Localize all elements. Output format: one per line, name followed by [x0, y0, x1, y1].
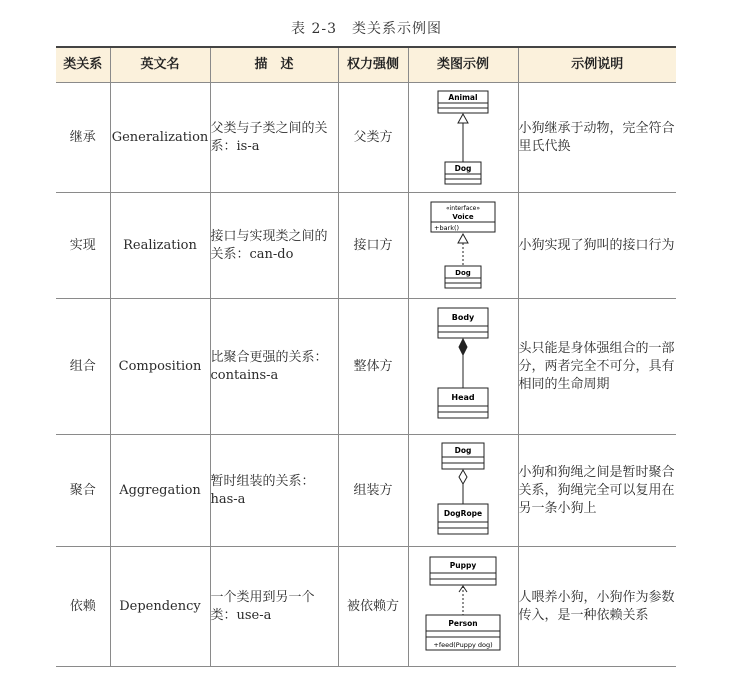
header-strong-side: 权力强侧: [338, 47, 408, 83]
strong-side-cell: 组装方: [338, 435, 408, 547]
stereotype-label: «interface»: [445, 204, 481, 212]
table-row-generalization: [56, 83, 676, 193]
uml-diagram-realization: [408, 193, 518, 299]
english-cell: Composition: [110, 299, 210, 435]
class-box-dogrope: DogRope: [443, 508, 483, 518]
generalization-diagram: [428, 88, 498, 188]
class-box-voice: Voice: [452, 212, 474, 221]
inheritance-arrow-icon: [458, 114, 468, 123]
description-cell: 比聚合更强的关系：contains-a: [210, 299, 338, 435]
note-cell: 头只能是身体强组合的一部分，两者完全不可分，具有相同的生命周期: [518, 299, 676, 435]
table-row-realization: [56, 193, 676, 299]
class-box-dog: Dog: [454, 163, 472, 173]
realization-diagram: [423, 200, 503, 292]
composition-diagram: [428, 304, 498, 430]
note-cell: 小狗实现了狗叫的接口行为: [518, 193, 676, 299]
header-row: [56, 47, 676, 83]
note-cell: 小狗继承于动物，完全符合里氏代换: [518, 83, 676, 193]
strong-side-cell: 被依赖方: [338, 547, 408, 667]
english-cell: Generalization: [110, 83, 210, 193]
class-box-dog: Dog: [454, 445, 472, 455]
uml-diagram-dependency: [408, 547, 518, 667]
aggregation-diamond-icon: [459, 470, 467, 484]
class-relationship-table: [56, 46, 676, 667]
description-cell: 父类与子类之间的关系：is-a: [210, 83, 338, 193]
class-box-person: Person: [448, 618, 478, 628]
relation-cell: 实现: [56, 193, 110, 299]
class-box-animal: Animal: [448, 92, 478, 102]
class-box-dog: Dog: [455, 268, 471, 277]
class-box-puppy: Puppy: [449, 560, 477, 570]
relation-cell: 依赖: [56, 547, 110, 667]
relation-cell: 组合: [56, 299, 110, 435]
method-label: +feed(Puppy dog): [433, 640, 493, 649]
composition-diamond-icon: [459, 339, 467, 355]
description-cell: 接口与实现类之间的关系：can-do: [210, 193, 338, 299]
class-box-body: Body: [451, 312, 475, 322]
realization-arrow-icon: [458, 234, 468, 243]
header-description: 描 述: [210, 47, 338, 83]
strong-side-cell: 接口方: [338, 193, 408, 299]
relation-cell: 聚合: [56, 435, 110, 547]
header-note: 示例说明: [518, 47, 676, 83]
uml-diagram-aggregation: [408, 435, 518, 547]
dependency-diagram: [418, 553, 508, 661]
table-caption: 表 2-3 类关系示例图: [291, 21, 442, 37]
table-row-aggregation: [56, 435, 676, 547]
relation-cell: 继承: [56, 83, 110, 193]
english-cell: Dependency: [110, 547, 210, 667]
note-cell: 小狗和狗绳之间是暂时聚合关系，狗绳完全可以复用在另一条小狗上: [518, 435, 676, 547]
header-relation: 类关系: [56, 47, 110, 83]
strong-side-cell: 父类方: [338, 83, 408, 193]
method-label: +bark(): [434, 223, 460, 232]
strong-side-cell: 整体方: [338, 299, 408, 435]
description-cell: 一个类用到另一个类：use-a: [210, 547, 338, 667]
uml-diagram-composition: [408, 299, 518, 435]
table-row-composition: [56, 299, 676, 435]
table-row-dependency: [56, 547, 676, 667]
english-cell: Aggregation: [110, 435, 210, 547]
aggregation-diagram: [428, 440, 498, 542]
header-english: 英文名: [110, 47, 210, 83]
description-cell: 暂时组装的关系：has-a: [210, 435, 338, 547]
header-diagram: 类图示例: [408, 47, 518, 83]
class-box-head: Head: [451, 392, 475, 402]
uml-diagram-generalization: [408, 83, 518, 193]
note-cell: 人喂养小狗，小狗作为参数传入，是一种依赖关系: [518, 547, 676, 667]
english-cell: Realization: [110, 193, 210, 299]
